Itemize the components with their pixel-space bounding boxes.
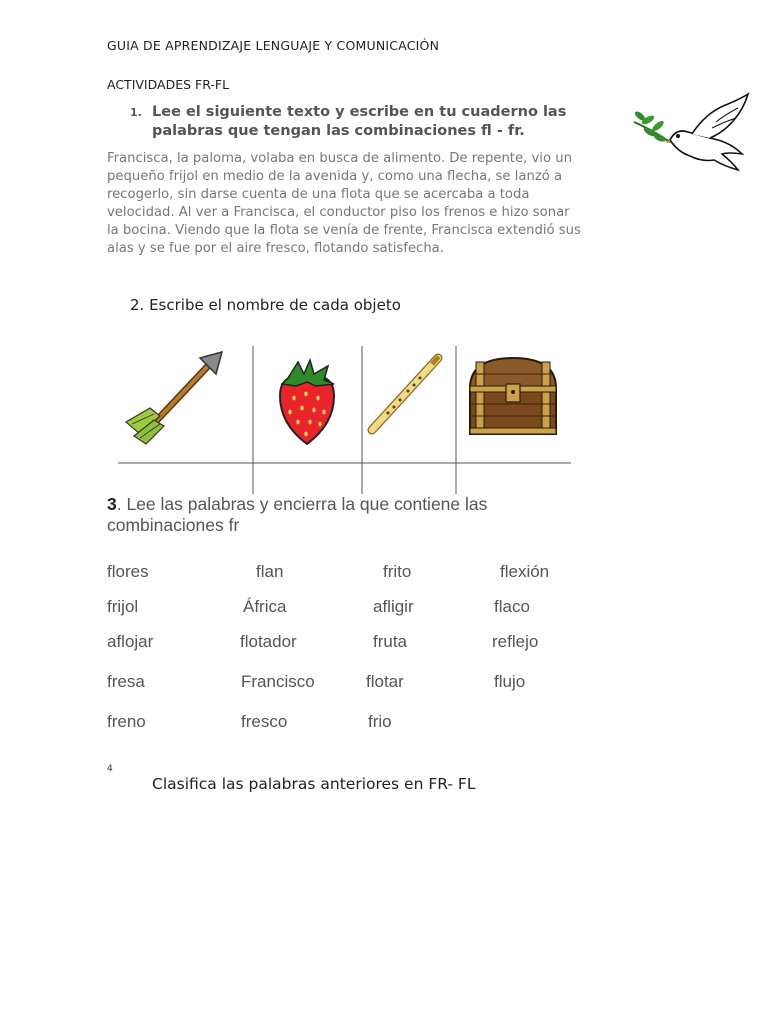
word: afligir (373, 597, 414, 616)
word: frito (383, 562, 412, 581)
word: reflejo (492, 632, 539, 651)
word: flotar (366, 672, 404, 691)
story-line: pequeño frijol en medio de la avenida y, como una flecha, se lanzó a (107, 169, 563, 184)
word: fresa (107, 672, 145, 691)
word: flotador (240, 632, 297, 651)
word: flexión (500, 562, 550, 581)
word: fruta (373, 632, 408, 651)
arrow-icon (120, 350, 230, 445)
question-1-line2: palabras que tengan las combinaciones fl - fr. (152, 123, 525, 139)
word: frio (368, 712, 392, 731)
question-1-line1: Lee el siguiente texto y escribe en tu cuaderno las (152, 104, 567, 120)
word: freno (107, 712, 146, 731)
page-title: GUIA DE APRENDIZAJE LENGUAJE Y COMUNICACIÓN (107, 38, 440, 53)
strawberry-icon (272, 358, 342, 446)
story-line: la bocina. Viendo que la flota se venía de frente, Francisca extendió sus (107, 223, 581, 238)
word: África (243, 597, 287, 616)
question-4-number: 4 (107, 764, 113, 774)
word: flores (107, 562, 149, 581)
word: Francisco (241, 672, 315, 691)
question-3-line1: . Lee las palabras y encierra la que contiene las (116, 494, 488, 514)
question-3-line2: combinaciones fr (107, 515, 240, 535)
word: flaco (494, 597, 530, 616)
question-3 (107, 494, 557, 536)
story-line: alas y se fue por el aire fresco, flotando satisfecha. (107, 241, 444, 256)
word: flan (256, 562, 284, 581)
word: flujo (494, 672, 526, 691)
question-2: 2. Escribe el nombre de cada objeto (130, 296, 401, 314)
activity-subtitle: ACTIVIDADES FR-FL (107, 77, 230, 92)
story-line: recogerlo, sin darse cuenta de una flota que se acercaba a toda (107, 187, 530, 202)
story-line: Francisca, la paloma, volaba en busca de alimento. De repente, vio un (107, 151, 572, 166)
treasure-chest-icon (464, 354, 562, 440)
word: frijol (107, 597, 139, 616)
question-4: Clasifica las palabras anteriores en FR- FL (152, 775, 476, 793)
flute-icon (366, 352, 446, 436)
story-text (107, 150, 652, 258)
word: fresco (241, 712, 288, 731)
word: aflojar (107, 632, 154, 651)
story-line: velocidad. Al ver a Francisca, el conductor piso los frenos e hizo sonar (107, 205, 570, 220)
question-1-number: 1. (130, 106, 142, 119)
question-3-number: 3 (107, 494, 117, 514)
